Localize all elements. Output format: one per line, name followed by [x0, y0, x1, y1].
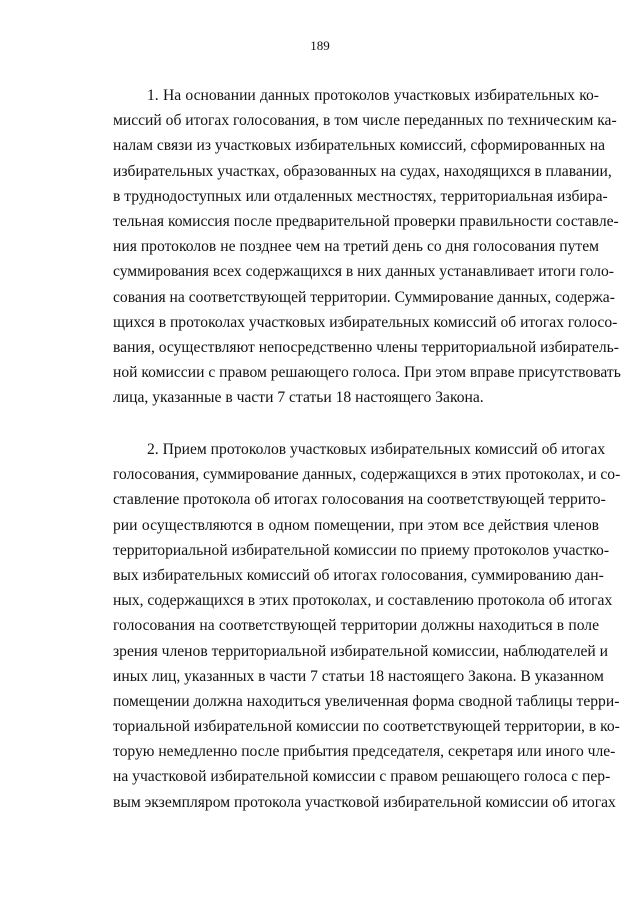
paragraph-line: 1. На основании данных протоколов участковых избирательных ко- [147, 87, 599, 104]
paragraph-line: вых избирательных комиссий об итогах голосования, суммированию дан- [113, 566, 604, 584]
paragraph-line: миссий об итогах голосования, в том числе переданных по техническим ка- [113, 112, 617, 130]
paragraph-line: вым экземпляром протокола участковой избирательной комиссии об итогах [113, 793, 616, 811]
paragraph-line: на участковой избирательной комиссии с правом решающего голоса с пер- [113, 768, 611, 786]
paragraph-line: ных, содержащихся в этих протоколах, и составлению протокола об итогах [113, 592, 613, 610]
paragraph-line: иных лиц, указанных в части 7 статьи 18 настоящего Закона. В указанном [113, 667, 604, 685]
paragraph-line: рии осуществляются в одном помещении, при этом все действия членов [113, 516, 599, 534]
paragraph-line: зрения членов территориальной избирательной комиссии, наблюдателей и [113, 642, 609, 660]
paragraph-line: торую немедленно после прибытия председателя, секретаря или иного чле- [113, 743, 616, 761]
paragraph-line: сования на соответствующей территории. Суммирование данных, содержа- [113, 288, 615, 306]
paragraph-line: ториальной избирательной комиссии по соответствующей территории, в ко- [113, 718, 620, 736]
paragraph-line: налам связи из участковых избирательных комиссий, сформированных на [113, 137, 606, 155]
paragraph-line: помещении должна находиться увеличенная форма сводной таблицы терри- [113, 692, 620, 710]
paragraph-line: ставление протокола об итогах голосования на соответствующей террито- [113, 491, 606, 509]
paragraph-line: щихся в протоколах участковых избирательных комиссий об итогах голосо- [113, 313, 618, 331]
paragraph-line: избирательных участках, образованных на судах, находящихся в плавании, [113, 162, 612, 180]
paragraph-line: лица, указанные в части 7 статьи 18 настоящего Закона. [113, 389, 484, 407]
paragraph-line: суммирования всех содержащихся в них данных устанавливает итоги голо- [113, 263, 614, 281]
paragraph-line: 2. Прием протоколов участковых избирательных комиссий об итогах [147, 441, 606, 458]
paragraph-line: тельная комиссия после предварительной проверки правильности составле- [113, 212, 619, 230]
paragraph-line: ной комиссии с правом решающего голоса. При этом вправе присутствовать [113, 364, 621, 382]
paragraph-line: в труднодоступных или отдаленных местностях, территориальная избира- [113, 187, 608, 205]
paragraph-2 [113, 437, 621, 815]
paragraph-line: голосования, суммирование данных, содержащихся в этих протоколах, и со- [113, 466, 621, 484]
paragraph-line: ния протоколов не позднее чем на третий день со дня голосования путем [113, 238, 599, 256]
page-number: 189 [310, 38, 330, 53]
paragraph-line: территориальной избирательной комиссии по приему протоколов участко- [113, 541, 610, 559]
paragraph-1 [113, 83, 621, 410]
paragraph-line: голосования на соответствующей территории должны находиться в поле [113, 617, 599, 635]
paragraph-line: вания, осуществляют непосредственно члены территориальной избиратель- [113, 338, 619, 356]
